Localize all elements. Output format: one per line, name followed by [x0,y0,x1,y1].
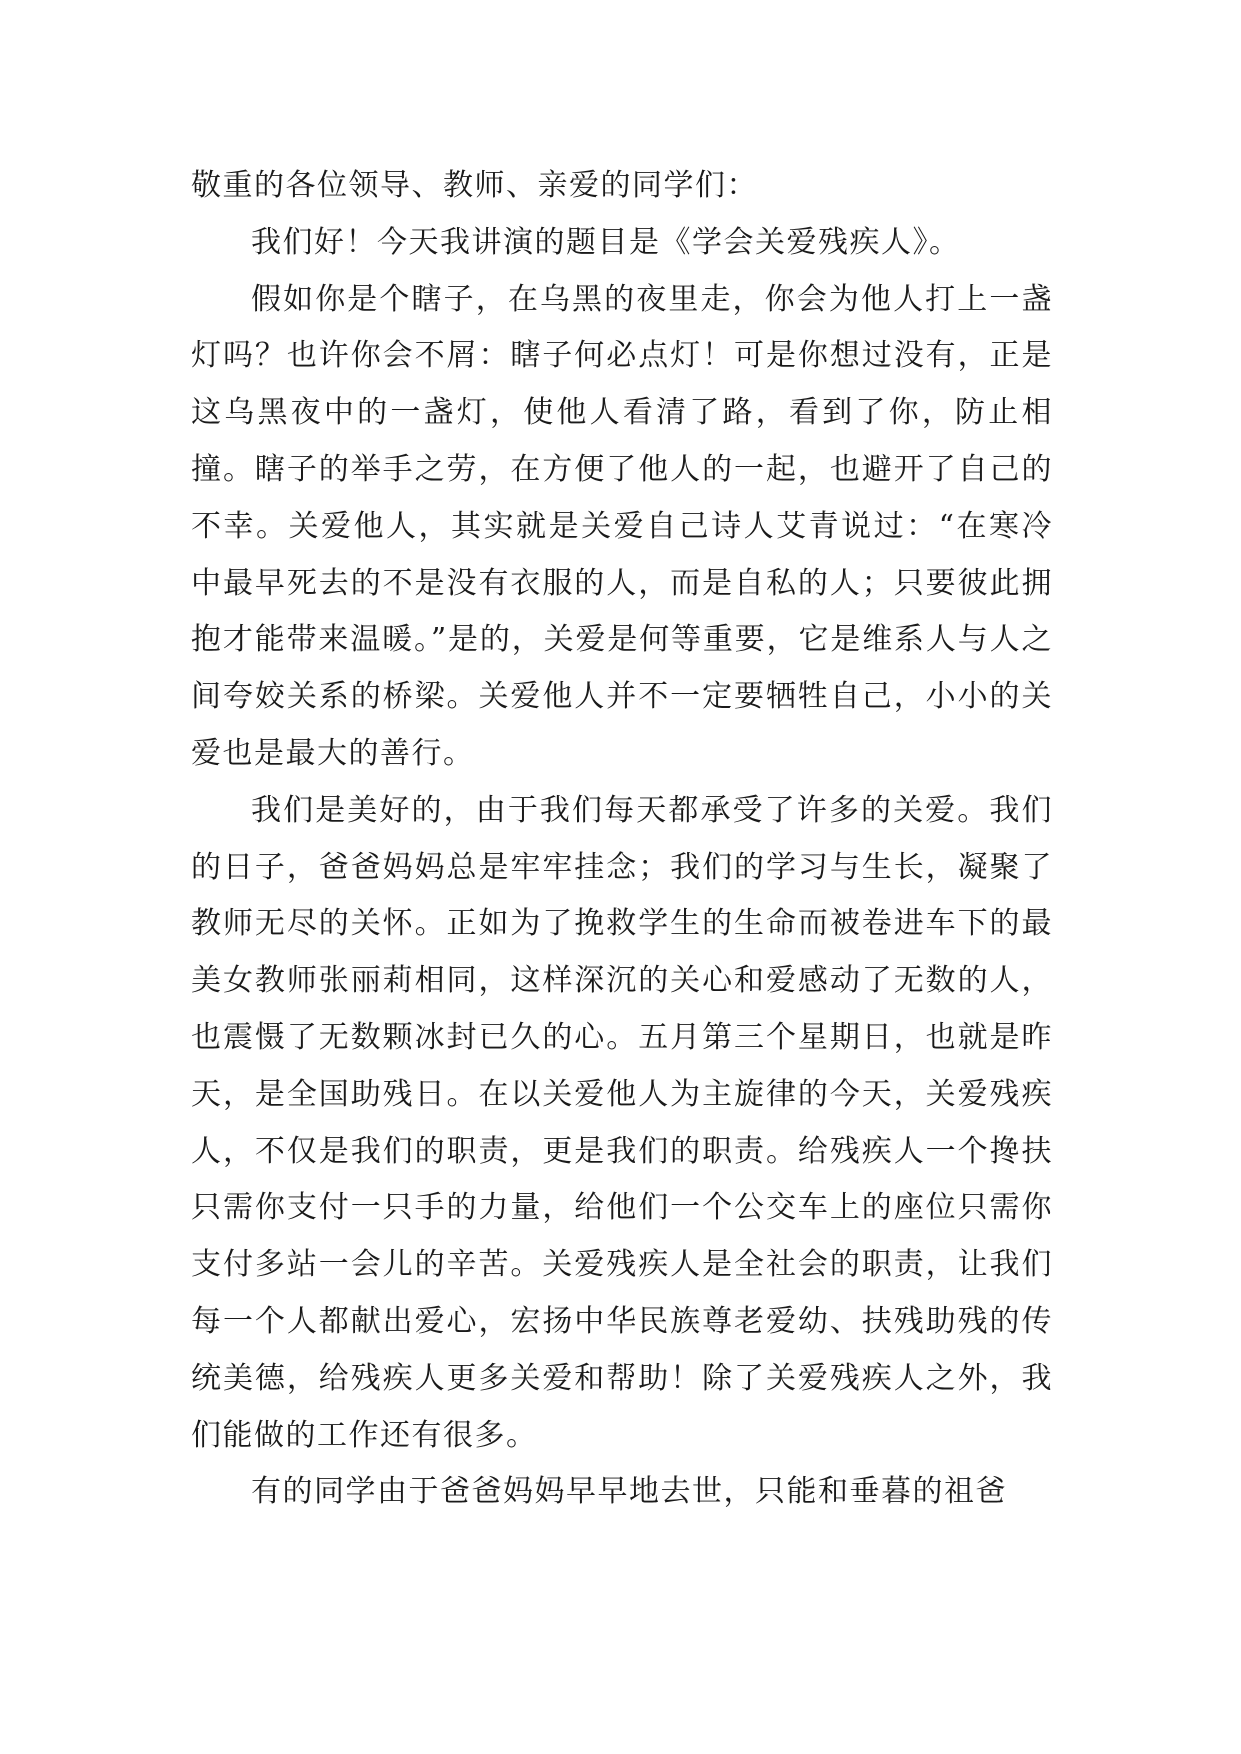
salutation: 敬重的各位领导、教师、亲爱的同学们： [191,168,758,203]
paragraph-orphans: 有的同学由于爸爸妈妈早早地去世，只能和垂暮的祖爸 [251,1474,1007,1510]
speech-text [191,158,1053,1521]
paragraph-blind-lamp: 假如你是个瞎子，在乌黑的夜里走，你会为他人打上一盏灯吗？也许你会不屑：瞎子何必点灯！可是你想过没有，正是这乌黑夜中的一盏灯，使他人看清了路，看到了你，防止相撞。瞎子的举手之劳，在方便了他人的一起，也避开了自己的不幸。关爱他人，其实就是关爱自己诗人艾青说过：“在寒冷中最早死去的不是没有衣服的人，而是自私的人；只要彼此拥抱才能带来温暖。”是的，关爱是何等重要，它是维系人与人之间夸姣关系的桥梁。关爱他人并不一定要牺牲自己，小小的关爱也是最大的善行。 [191,281,1053,771]
paragraph-care-disabled: 我们是美好的，由于我们每天都承受了许多的关爱。我们的日子，爸爸妈妈总是牢牢挂念；我们的学习与生长，凝聚了教师无尽的关怀。正如为了挽救学生的生命而被卷进车下的最美女教师张丽莉相同，这样深沉的关心和爱感动了无数的人，也震慑了无数颗冰封已久的心。五月第三个星期日，也就是昨天，是全国助残日。在以关爱他人为主旋律的今天，关爱残疾人，不仅是我们的职责，更是我们的职责。给残疾人一个搀扶只需你支付一只手的力量，给他们一个公交车上的座位只需你支付多站一会儿的辛苦。关爱残疾人是全社会的职责，让我们每一个人都献出爱心，宏扬中华民族尊老爱幼、扶残助残的传统美德，给残疾人更多关爱和帮助！除了关爱残疾人之外，我们能做的工作还有很多。 [191,792,1053,1453]
paragraph-greeting: 我们好！今天我讲演的题目是《学会关爱残疾人》。 [251,224,961,260]
